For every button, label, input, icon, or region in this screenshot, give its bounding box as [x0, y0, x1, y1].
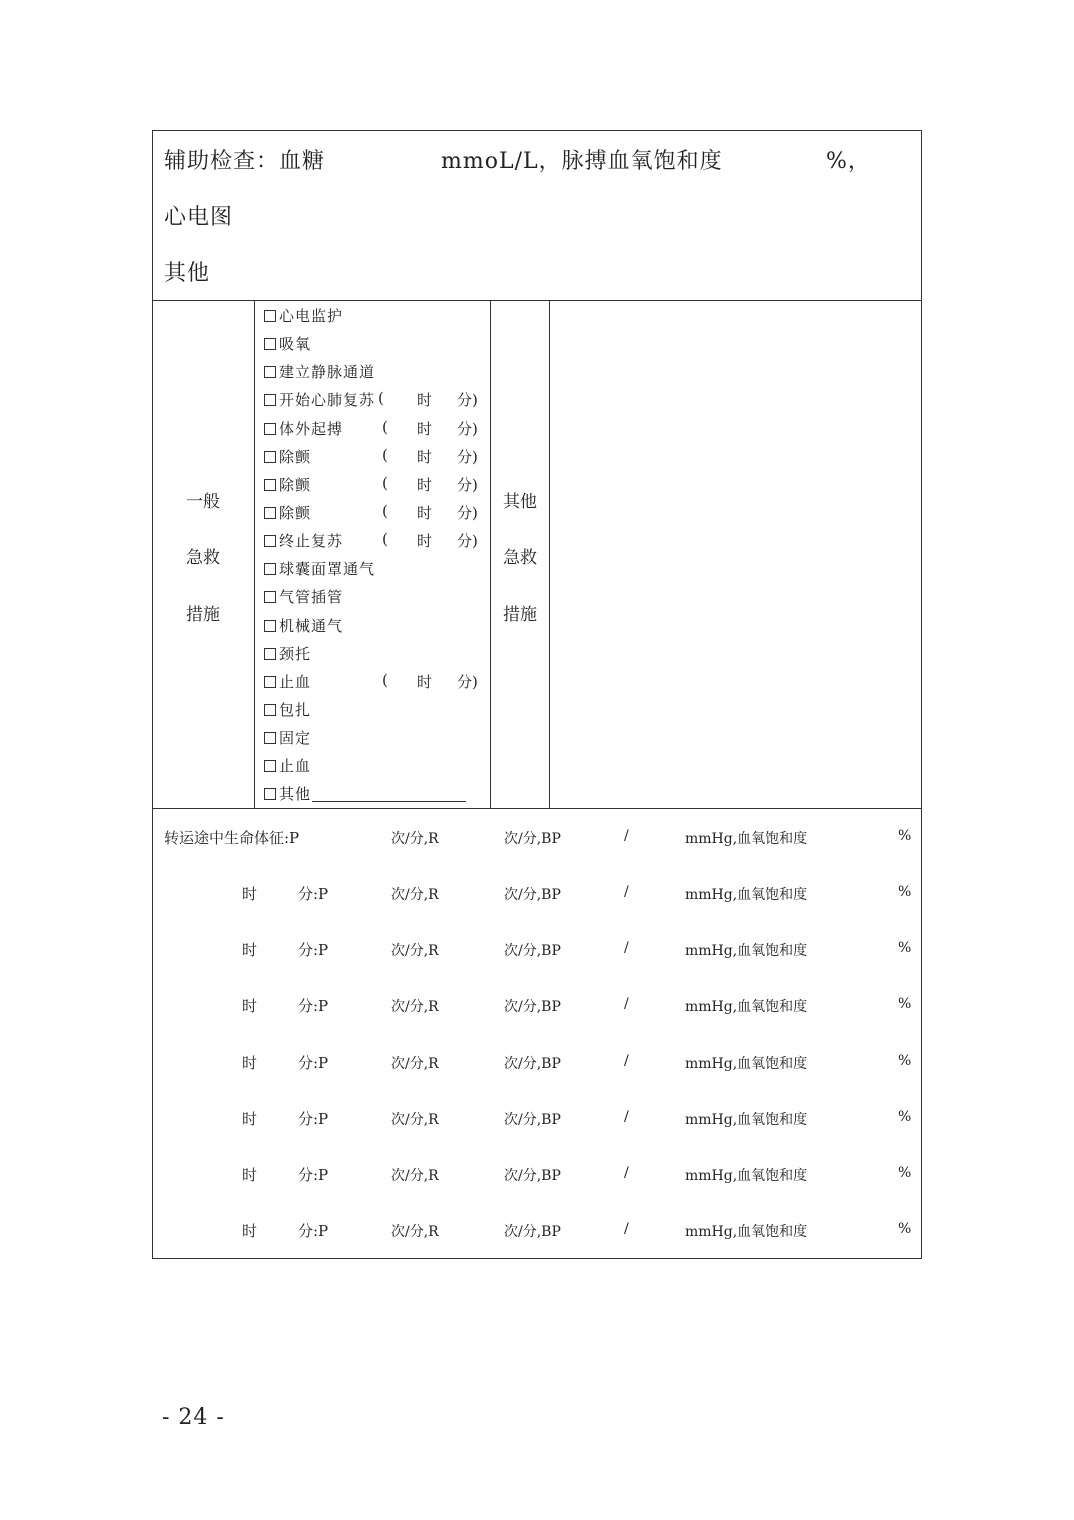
time-minute[interactable]: 分) — [457, 448, 478, 466]
vitals-resp-unit: 次/分,BP — [504, 999, 561, 1015]
vitals-bp-slash: / — [624, 996, 629, 1012]
checklist-item[interactable]: 止血 — [264, 671, 311, 692]
time-minute[interactable]: 分) — [457, 476, 478, 494]
divider-aux-bottom — [152, 300, 922, 301]
vitals-hour[interactable]: 时 — [242, 1054, 258, 1072]
vitals-minute-p[interactable]: 分:P — [298, 1166, 329, 1184]
time-open: ( — [382, 671, 388, 689]
checklist-item[interactable]: 开始心肺复苏 — [264, 389, 375, 410]
vitals-pulse-unit: 次/分,R — [391, 887, 439, 903]
checklist-item[interactable]: 包扎 — [264, 699, 311, 720]
vitals-percent: % — [898, 1109, 912, 1125]
vitals-hour[interactable]: 时 — [242, 1110, 258, 1128]
time-minute[interactable]: 分) — [457, 391, 478, 409]
aux-other-label: 其他 — [164, 261, 211, 286]
vitals-bp-slash: / — [624, 828, 629, 844]
vitals-minute-p[interactable]: 分:P — [298, 1222, 329, 1240]
vitals-pulse-unit: 次/分,R — [391, 1056, 439, 1072]
vitals-minute-p[interactable]: 分:P — [298, 1054, 329, 1072]
vitals-hour[interactable]: 时 — [242, 885, 258, 903]
vitals-resp-unit: 次/分,BP — [504, 1224, 561, 1240]
vitals-bp-unit: mmHg,血氧饱和度 — [685, 1168, 808, 1184]
divider-measures-bottom — [152, 808, 922, 809]
aux-spo2-label: mmoL/L，脉搏血氧饱和度 — [441, 149, 723, 174]
time-minute[interactable]: 分) — [457, 532, 478, 550]
checklist-item[interactable]: 除颤 — [264, 502, 311, 523]
vitals-pulse-unit: 次/分,R — [391, 831, 439, 847]
vitals-percent: % — [898, 940, 912, 956]
time-open: ( — [382, 530, 388, 548]
checklist-item-other[interactable]: 其他 — [264, 783, 466, 804]
vitals-pulse-unit: 次/分,R — [391, 1112, 439, 1128]
general-label-2: 急救 — [186, 548, 220, 568]
vitals-pulse-unit: 次/分,R — [391, 1168, 439, 1184]
time-hour[interactable]: 时 — [417, 504, 433, 522]
vitals-percent: % — [898, 996, 912, 1012]
vitals-resp-unit: 次/分,BP — [504, 1056, 561, 1072]
time-hour[interactable]: 时 — [417, 420, 433, 438]
vitals-pulse-unit: 次/分,R — [391, 1224, 439, 1240]
checkbox-icon[interactable] — [264, 732, 276, 744]
vitals-bp-slash: / — [624, 940, 629, 956]
time-minute[interactable]: 分) — [457, 673, 478, 691]
checkbox-icon[interactable] — [264, 394, 276, 406]
checklist-item[interactable]: 止血 — [264, 755, 311, 776]
vitals-percent: % — [898, 1053, 912, 1069]
checkbox-icon[interactable] — [264, 676, 276, 688]
vitals-bp-slash: / — [624, 1221, 629, 1237]
vitals-minute-p[interactable]: 分:P — [298, 885, 329, 903]
checkbox-icon[interactable] — [264, 760, 276, 772]
time-open: ( — [382, 502, 388, 520]
checklist-item[interactable]: 气管插管 — [264, 586, 343, 607]
checkbox-icon[interactable] — [264, 704, 276, 716]
vitals-hour[interactable]: 时 — [242, 941, 258, 959]
vitals-hour[interactable]: 时 — [242, 997, 258, 1015]
time-hour[interactable]: 时 — [417, 448, 433, 466]
vitals-bp-unit: mmHg,血氧饱和度 — [685, 943, 808, 959]
vitals-hour[interactable]: 时 — [242, 1166, 258, 1184]
vitals-title: 转运途中生命体征:P — [164, 829, 300, 847]
checklist-item[interactable]: 球囊面罩通气 — [264, 558, 375, 579]
vitals-bp-slash: / — [624, 1053, 629, 1069]
other-label-2: 急救 — [503, 548, 537, 568]
vitals-resp-unit: 次/分,BP — [504, 1168, 561, 1184]
vitals-percent: % — [898, 828, 912, 844]
checklist-item[interactable]: 终止复苏 — [264, 530, 343, 551]
checkbox-icon[interactable] — [264, 591, 276, 603]
aux-blood-glucose-label: 辅助检查：血糖 — [164, 149, 326, 174]
vitals-bp-slash: / — [624, 884, 629, 900]
time-open: ( — [382, 446, 388, 464]
general-label-1: 一般 — [186, 492, 220, 512]
vitals-bp-slash: / — [624, 1109, 629, 1125]
aux-ecg-label: 心电图 — [164, 205, 234, 230]
checkbox-icon[interactable] — [264, 563, 276, 575]
other-label-3: 措施 — [503, 605, 537, 625]
vitals-minute-p[interactable]: 分:P — [298, 997, 329, 1015]
vitals-resp-unit: 次/分,BP — [504, 887, 561, 903]
checkbox-icon[interactable] — [264, 788, 276, 800]
time-open: ( — [382, 474, 388, 492]
vitals-resp-unit: 次/分,BP — [504, 831, 561, 847]
general-label-3: 措施 — [186, 605, 220, 625]
vitals-bp-unit: mmHg,血氧饱和度 — [685, 999, 808, 1015]
checkbox-icon[interactable] — [264, 423, 276, 435]
vitals-bp-slash: / — [624, 1165, 629, 1181]
checkbox-icon[interactable] — [264, 620, 276, 632]
checklist-item[interactable]: 体外起搏 — [264, 418, 343, 439]
vitals-resp-unit: 次/分,BP — [504, 1112, 561, 1128]
checklist-item[interactable]: 建立静脉通道 — [264, 361, 375, 382]
time-hour[interactable]: 时 — [417, 476, 433, 494]
time-hour[interactable]: 时 — [417, 532, 433, 550]
divider-other-label-col — [549, 300, 550, 808]
vitals-resp-unit: 次/分,BP — [504, 943, 561, 959]
checkbox-icon[interactable] — [264, 451, 276, 463]
checklist-item[interactable]: 颈托 — [264, 643, 311, 664]
checkbox-icon[interactable] — [264, 338, 276, 350]
checkbox-icon[interactable] — [264, 479, 276, 491]
vitals-bp-unit: mmHg,血氧饱和度 — [685, 1056, 808, 1072]
vitals-bp-unit: mmHg,血氧饱和度 — [685, 831, 808, 847]
vitals-bp-unit: mmHg,血氧饱和度 — [685, 1112, 808, 1128]
checkbox-icon[interactable] — [264, 366, 276, 378]
vitals-pulse-unit: 次/分,R — [391, 999, 439, 1015]
checkbox-icon[interactable] — [264, 648, 276, 660]
checklist-item[interactable]: 心电监护 — [264, 305, 343, 326]
checkbox-icon[interactable] — [264, 535, 276, 547]
time-minute[interactable]: 分) — [457, 504, 478, 522]
divider-checklist-col — [490, 300, 491, 808]
vitals-percent: % — [898, 884, 912, 900]
checklist-item[interactable]: 吸氧 — [264, 333, 311, 354]
time-open: ( — [378, 389, 384, 407]
checkbox-icon[interactable] — [264, 310, 276, 322]
other-fill-line[interactable] — [312, 787, 466, 802]
checklist-item[interactable]: 固定 — [264, 727, 311, 748]
vitals-hour[interactable]: 时 — [242, 1222, 258, 1240]
other-label-1: 其他 — [503, 492, 537, 512]
vitals-minute-p[interactable]: 分:P — [298, 1110, 329, 1128]
divider-label-col — [254, 300, 255, 808]
aux-percent: %， — [826, 149, 871, 174]
vitals-pulse-unit: 次/分,R — [391, 943, 439, 959]
checkbox-icon[interactable] — [264, 507, 276, 519]
time-open: ( — [382, 418, 388, 436]
page-number: - 24 - — [162, 1405, 225, 1430]
vitals-bp-unit: mmHg,血氧饱和度 — [685, 1224, 808, 1240]
time-hour[interactable]: 时 — [417, 391, 433, 409]
vitals-percent: % — [898, 1165, 912, 1181]
vitals-minute-p[interactable]: 分:P — [298, 941, 329, 959]
checklist-item[interactable]: 除颤 — [264, 446, 311, 467]
time-hour[interactable]: 时 — [417, 673, 433, 691]
time-minute[interactable]: 分) — [457, 420, 478, 438]
checklist-item[interactable]: 机械通气 — [264, 615, 343, 636]
vitals-percent: % — [898, 1221, 912, 1237]
checklist-item[interactable]: 除颤 — [264, 474, 311, 495]
vitals-bp-unit: mmHg,血氧饱和度 — [685, 887, 808, 903]
